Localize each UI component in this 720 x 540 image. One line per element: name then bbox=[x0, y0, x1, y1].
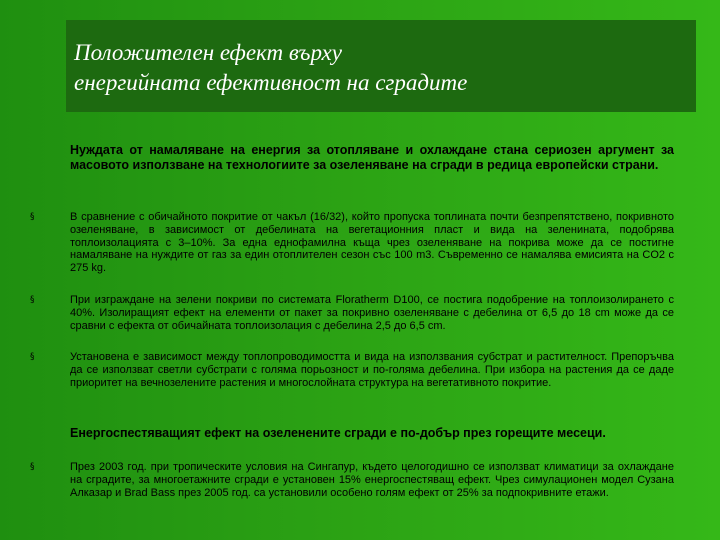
bullet-text: През 2003 год. при тропическите условия на Сингапур, където целогодишно се използват климатици за охлаждане на сградите, за многоетажните сгради е установен 15% енергоспестяващ ефект. Чрез симулационен модел Сузана Алказар и Brad Bass през 2005 год. са установили особено голям ефект от 25% за подпокривните етажи. bbox=[70, 461, 674, 499]
slide-title-line-2: енергийната ефективност на сградите bbox=[74, 70, 468, 95]
slide-title-line-1: Положителен ефект върху bbox=[74, 40, 342, 65]
bullet-icon: § bbox=[30, 462, 35, 472]
bullet-icon: § bbox=[30, 212, 35, 222]
bullet-text: При изграждане на зелени покриви по системата Floratherm D100, се постига подобрение на топлоизолирането с 40%. Изолиращият ефект на елементи от пакет за покривно озеленяване с дебелина от 6,5 до 18 cm може да се сравни с ефекта от обичайната топлоизолация с дебелина 2,5 до 6,5 cm. bbox=[70, 294, 674, 332]
heading-energy-need: Нуждата от намаляване на енергия за отопляване и охлаждане стана сериозен аргумент за масовото използване на технологиите за озеленяване на сгради в редица европейски страни. bbox=[70, 143, 674, 172]
bullet-text: Установена е зависимост между топлопроводимостта и вида на използвания субстрат и растителност. Препоръчва да се използват светли субстрати с голяма порьозност и по-голяма дебелина. При избора на растения да се даде приоритет на вечнозелените растения и многослойната структура на вегетативното покритие. bbox=[70, 351, 674, 389]
bullet-icon: § bbox=[30, 352, 35, 362]
bullet-icon: § bbox=[30, 295, 35, 305]
bullet-text: В сравнение с обичайното покритие от чакъл (16/32), който пропуска топлината почти безпрепятствено, покривното озеленяване, в зависимост от дебелината на вегетационния пласт и вида на зеленината, подобрява топлоизолацията с 3–10%. За една еднофамилна къща чрез озеленяване на покрива може да се постигне намаляване на нуждите от газ за един отоплителен сезон със 100 m3. Съвременно се намалява емисията на CO2 с 275 kg. bbox=[70, 211, 674, 275]
heading-cooling-effect: Енергоспестяващият ефект на озеленените сгради е по-добър през горещите месеци. bbox=[70, 426, 606, 440]
